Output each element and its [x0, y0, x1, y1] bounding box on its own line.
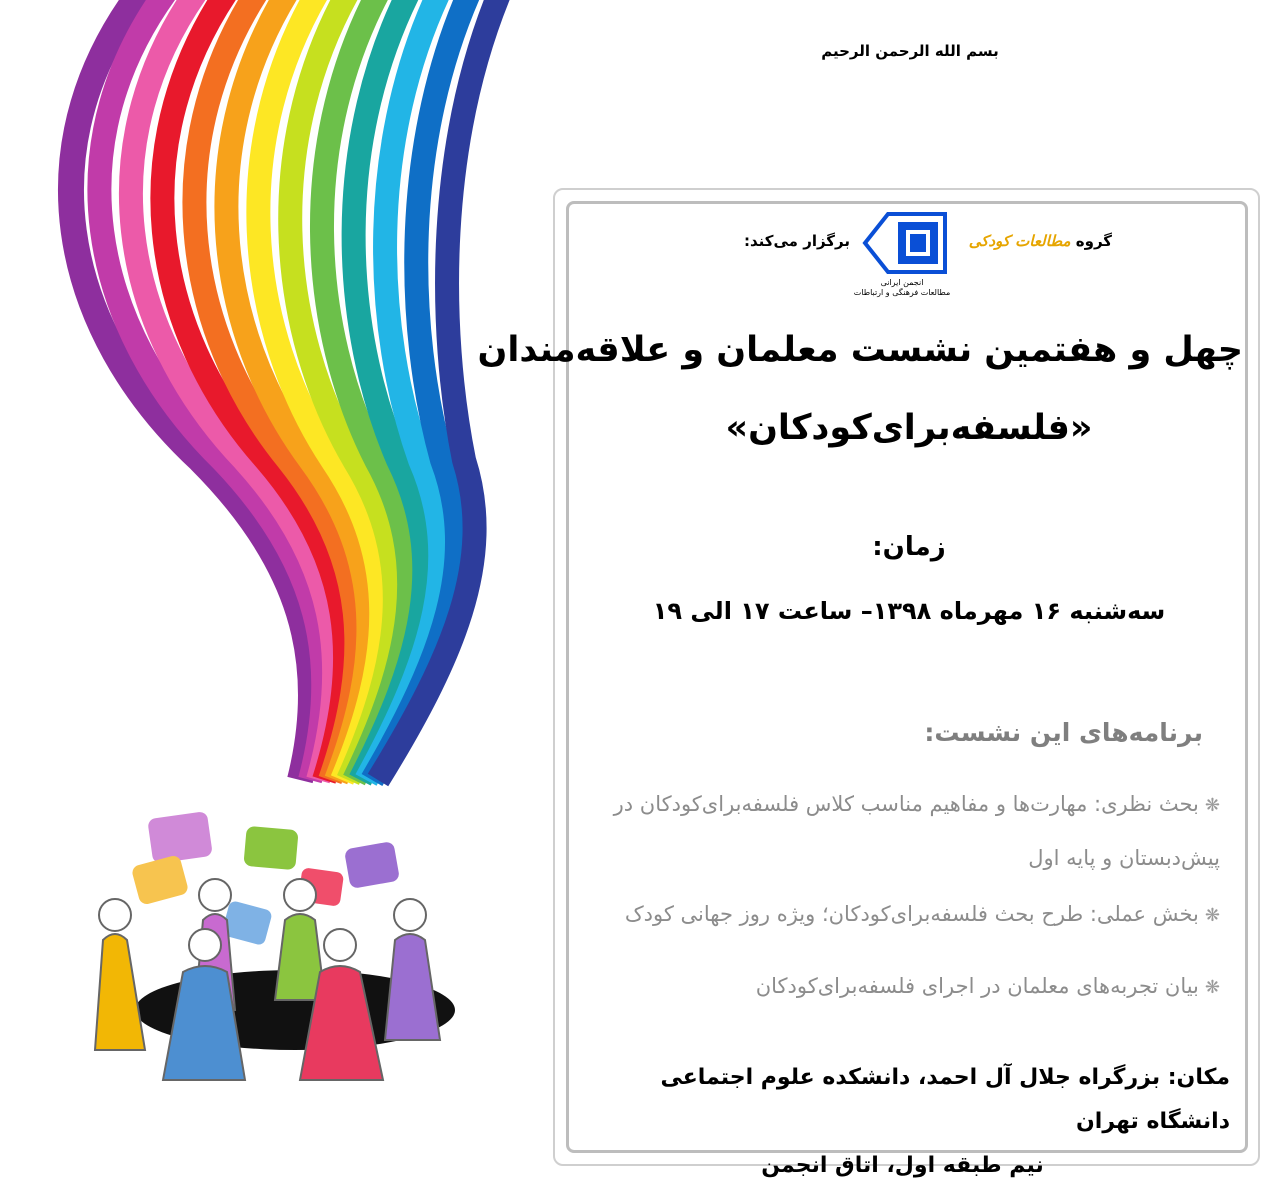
people-table-illustration — [85, 800, 505, 1090]
program-item-text: بخش عملی: طرح بحث فلسفه‌برای‌کودکان؛ ویژه روز جهانی کودک — [624, 902, 1199, 926]
organizer-group-name: مطالعات کودکی — [968, 232, 1071, 250]
logo-caption — [842, 278, 962, 298]
programs-heading: برنامه‌های این نشست: — [924, 718, 1203, 747]
time-value: سه‌شنبه ۱۶ مهرماه ۱۳۹۸– ساعت ۱۷ الی ۱۹ — [652, 597, 1166, 625]
bullet-icon: ❋ — [1204, 905, 1220, 926]
time-label: زمان: — [872, 532, 946, 562]
logo-caption-line1: انجمن ایرانی — [880, 278, 924, 287]
program-item — [580, 960, 1220, 1014]
program-item — [580, 778, 1220, 884]
program-item — [580, 888, 1220, 942]
location-line1: مکان: بزرگراه جلال آل احمد، دانشکده علوم اجتماعی دانشگاه تهران — [660, 1065, 1230, 1134]
association-logo-icon — [860, 208, 950, 278]
organizer-group-prefix: گروه — [1075, 232, 1112, 250]
location-block — [575, 1056, 1230, 1188]
program-item-text: بحث نظری: مهارت‌ها و مفاهیم مناسب کلاس فلسفه‌برای‌کودکان در پیش‌دبستان و پایه اول — [613, 792, 1220, 870]
event-title-line2: «فلسفه‌برای‌کودکان» — [725, 408, 1093, 448]
organizer-group — [969, 232, 1112, 250]
organizer-hosts-text: برگزار می‌کند: — [744, 232, 850, 250]
event-title-line1: چهل و هفتمین نشست معلمان و علاقه‌مندان — [477, 330, 1243, 370]
logo-caption-line2: مطالعات فرهنگی و ارتباطات — [853, 288, 951, 297]
bullet-icon: ❋ — [1204, 977, 1220, 998]
location-line2: نیم طبقه اول، اتاق انجمن — [761, 1153, 1044, 1178]
bullet-icon: ❋ — [1204, 795, 1220, 816]
program-item-text: بیان تجربه‌های معلمان در اجرای فلسفه‌برای‌کودکان — [755, 974, 1199, 998]
bismillah-heading: بسم الله الرحمن الرحیم — [821, 42, 999, 60]
